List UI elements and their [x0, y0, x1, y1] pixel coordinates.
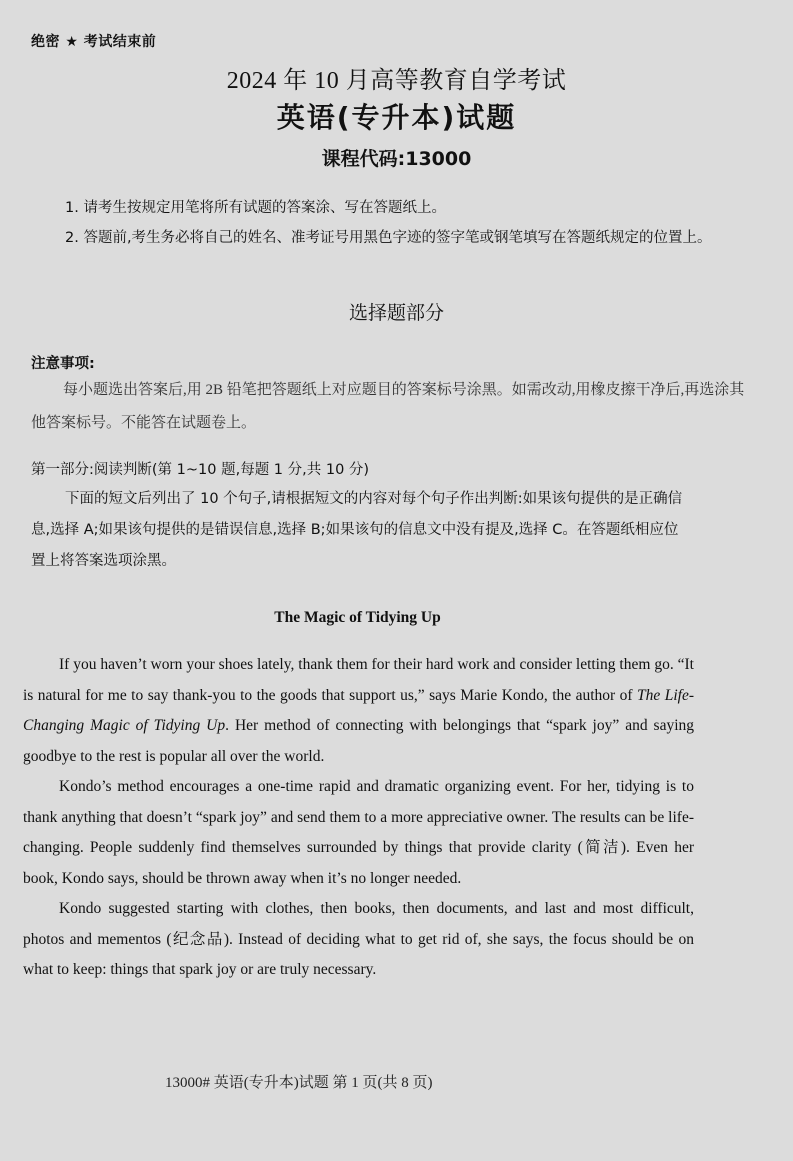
attention-heading: 注意事项:	[31, 356, 95, 372]
page-footer: 13000# 英语(专升本)试题 第 1 页(共 8 页)	[165, 1075, 433, 1091]
attention-body: 每小题选出答案后,用 2B 铅笔把答题纸上对应题目的答案标号涂黑。如需改动,用橡皮擦干净后,再选涂其他答案标号。不能答在试题卷上。	[31, 382, 745, 431]
paragraph-text: . Her method of connecting with belongings that “spark joy” and saying goodbye to the rest is popular all over the world.	[23, 717, 695, 765]
passage-paragraph-3: Kondo suggested starting with clothes, then books, then documents, and last and most difficult, photos and mementos (纪念品). Instead of deciding what to get rid of, she says, the focus should be on what to keep: things that spark joy or are truly necessary.	[23, 900, 694, 978]
confidential-mark: 绝密 ★ 考试结束前	[31, 34, 157, 50]
part-one-directions: 下面的短文后列出了 10 个句子,请根据短文的内容对每个句子作出判断:如果该句提供的是正确信息,选择 A;如果该句提供的是错误信息,选择 B;如果该句的信息文中没有提及,选择 C。在答题纸相应位置上将答案选项涂黑。	[31, 491, 683, 569]
paragraph-text: If you haven’t worn your shoes lately, thank them for their hard work and consider letting them go. “It is natural for me to say thank-you to the goods that support us,” says Marie Kondo, the author of	[23, 656, 694, 704]
section-title: 选择题部分	[348, 302, 444, 324]
passage-paragraph-2: Kondo’s method encourages a one-time rapid and dramatic organizing event. For her, tidying is to thank anything that doesn’t “spark joy” and send them to a more appreciative owner. The results can be life-changing. People suddenly find themselves surrounded by things that provide clarity (简洁). Even her book, Kondo says, should be thrown away when it’s no longer needed.	[23, 778, 694, 887]
passage-body	[23, 650, 694, 986]
passage-paragraph-1	[23, 650, 694, 772]
subject-title: 英语(专升本)试题	[276, 101, 517, 134]
course-code: 课程代码:13000	[321, 148, 472, 170]
passage-title: The Magic of Tidying Up	[274, 609, 441, 626]
part-one-heading: 第一部分:阅读判断(第 1~10 题,每题 1 分,共 10 分)	[31, 462, 370, 478]
instruction-2: 2. 答题前,考生务必将自己的姓名、准考证号用黑色字迹的签字笔或钢笔填写在答题纸规定的位置上。	[65, 230, 712, 246]
book-title: The Life-Changing Magic of Tidying Up	[23, 686, 695, 734]
exam-title: 2024 年 10 月高等教育自学考试	[226, 68, 567, 94]
instruction-1: 1. 请考生按规定用笔将所有试题的答案涂、写在答题纸上。	[65, 200, 446, 216]
